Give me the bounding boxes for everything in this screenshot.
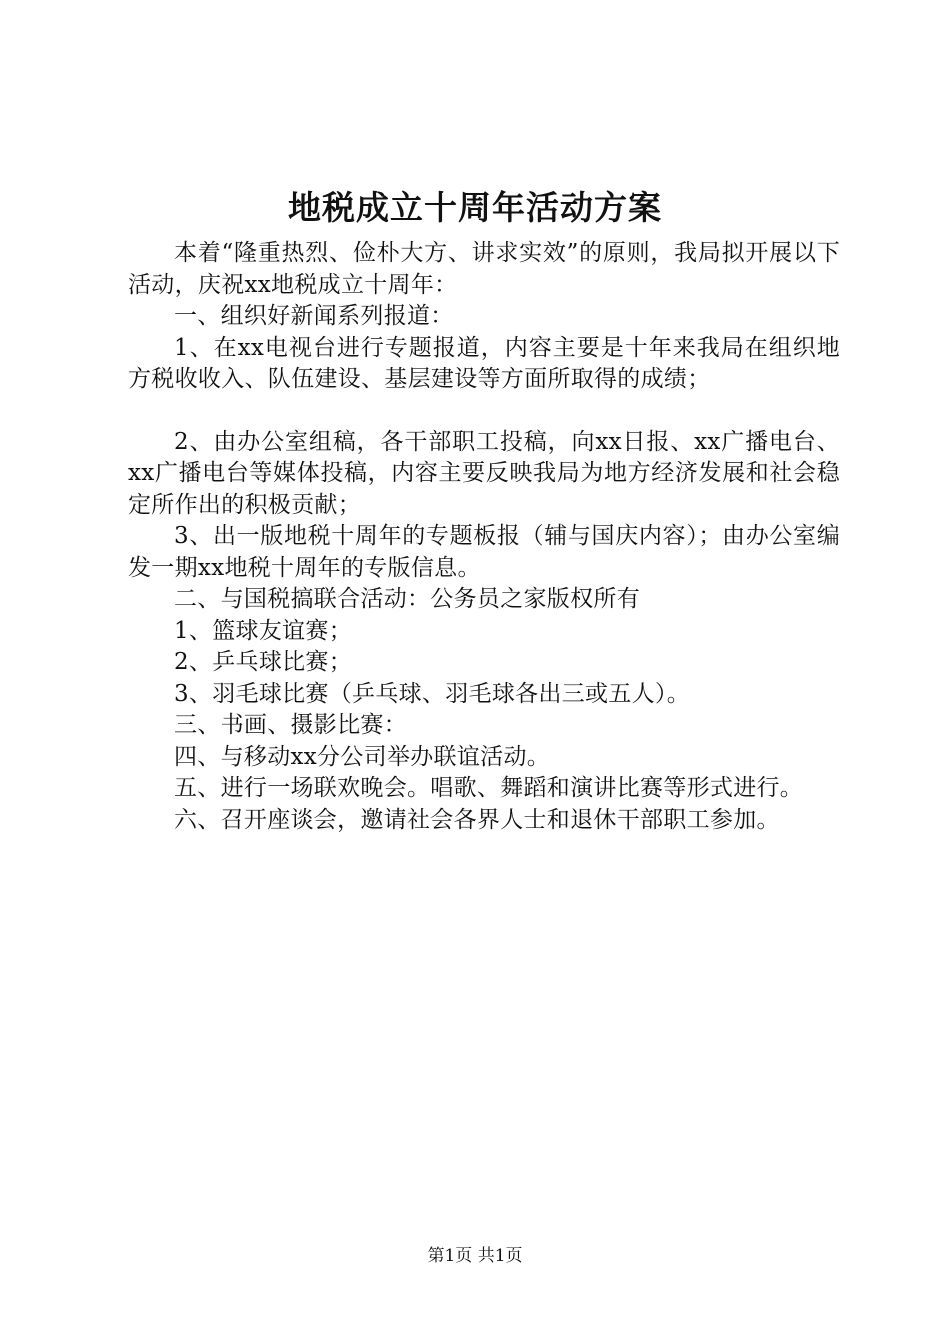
section-heading-news: 一、组织好新闻系列报道： [174,303,454,329]
intro-paragraph: 本着“隆重热烈、俭朴大方、讲求实效”的原则，我局拟开展以下活动，庆祝xx地税成立十周年： [128,240,840,298]
document-title: 地税成立十周年活动方案 [288,188,662,227]
list-item: 1、篮球友谊赛； [174,617,353,644]
section-heading-gala: 五、进行一场联欢晚会。唱歌、舞蹈和演讲比赛等形式进行。 [174,775,804,801]
list-item: 1、在xx电视台进行专题报道，内容主要是十年来我局在组织地方税收收入、队伍建设、基层建设等方面所取得的成绩； [128,334,840,392]
list-item: 3、羽毛球比赛（乒乓球、羽毛球各出三或五人）。 [174,680,691,707]
section-heading-art-contest: 三、书画、摄影比赛： [174,712,407,738]
list-item: 2、乒乓球比赛； [174,649,353,675]
list-item: 3、出一版地税十周年的专题板报（辅与国庆内容）；由办公室编发一期xx地税十周年的专版信息。 [128,523,840,581]
page-number-footer: 第1页 共1页 [427,1246,523,1266]
list-item: 2、由办公室组稿，各干部职工投稿，向xx日报、xx广播电台、xx广播电台等媒体投稿，内容主要反映我局为地方经济发展和社会稳定所作出的积极贡献； [128,428,840,518]
document-body [128,238,840,836]
section-heading-mobile-event: 四、与移动xx分公司举办联谊活动。 [174,743,551,770]
section-heading-joint-activity: 二、与国税搞联合活动：公务员之家版权所有 [174,586,640,612]
section-heading-symposium: 六、召开座谈会，邀请社会各界人士和退休干部职工参加。 [174,806,780,833]
